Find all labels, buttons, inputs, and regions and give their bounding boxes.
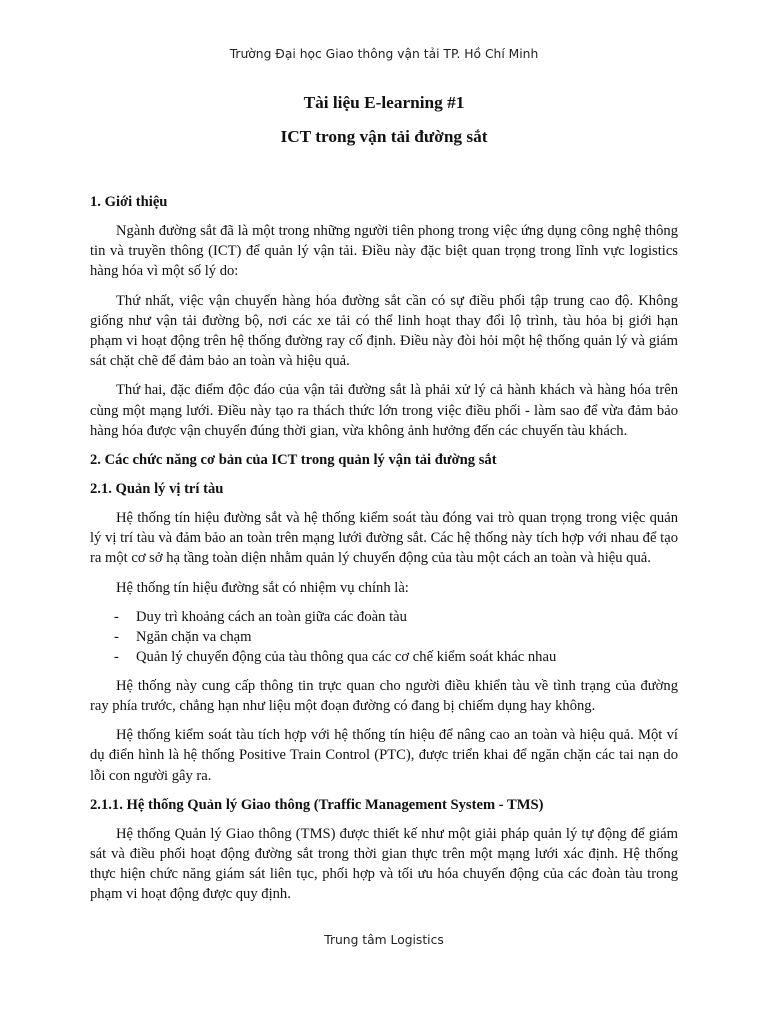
section-2-heading: 2. Các chức năng cơ bản của ICT trong quản lý vận tải đường sắt <box>90 452 497 469</box>
document-title-line1: Tài liệu E-learning #1 <box>303 93 465 112</box>
page-footer: Trung tâm Logistics <box>324 933 444 947</box>
signal-duties-list <box>90 607 678 667</box>
section-2-1-paragraph-2: Hệ thống tín hiệu đường sắt có nhiệm vụ chính là: <box>116 579 409 596</box>
document-body <box>90 92 678 914</box>
section-1-heading: 1. Giới thiệu <box>90 194 168 210</box>
dash-bullet: - <box>114 648 119 665</box>
section-1-paragraph-2: Thứ nhất, việc vận chuyển hàng hóa đường sắt cần có sự điều phối tập trung cao độ. Không giống như vận tải đường bộ, nơi các xe tải có thể linh hoạt thay đổi lộ trình, tàu hỏa bị giới hạn phạm vi hoạt động trên hệ thống đường ray cố định. Điều này đòi hỏi một hệ thống quản lý và giám sát chặt chẽ để đảm bảo an toàn và hiệu quả. <box>90 292 678 370</box>
section-2-1-paragraph-1: Hệ thống tín hiệu đường sắt và hệ thống kiểm soát tàu đóng vai trò quan trọng trong việc quản lý vị trí tàu và đảm bảo an toàn trên mạng lưới đường sắt. Các hệ thống này tích hợp với nhau để tạo ra một cơ sở hạ tầng toàn diện nhằm quản lý chuyển động của tàu một cách an toàn và hiệu quả. <box>90 510 678 567</box>
list-item <box>90 627 678 647</box>
list-item <box>90 607 678 627</box>
dash-bullet: - <box>114 608 119 625</box>
section-2-1-paragraph-3: Hệ thống này cung cấp thông tin trực quan cho người điều khiển tàu về tình trạng của đường ray phía trước, chẳng hạn như liệu một đoạn đường có đang bị chiếm dụng hay không. <box>90 677 678 715</box>
list-item-text: Duy trì khoảng cách an toàn giữa các đoàn tàu <box>136 608 407 625</box>
section-2-1-1-paragraph-1: Hệ thống Quản lý Giao thông (TMS) được thiết kế như một giải pháp quản lý tự động để giám sát và điều phối hoạt động đường sắt trong thời gian thực trên một mạng lưới xác định. Hệ thống thực hiện chức năng giám sát liên tục, phối hợp và tối ưu hóa chuyển động của các đoàn tàu trong phạm vi hoạt động được quy định. <box>90 825 678 903</box>
dash-bullet: - <box>114 628 119 645</box>
section-2-1-paragraph-4: Hệ thống kiểm soát tàu tích hợp với hệ thống tín hiệu để nâng cao an toàn và hiệu quả. Một ví dụ điển hình là hệ thống Positive Train Control (PTC), được triển khai để ngăn chặn các tai nạn do lỗi con người gây ra. <box>90 727 678 784</box>
section-2-1-heading: 2.1. Quản lý vị trí tàu <box>90 481 224 498</box>
section-2-1-1-heading: 2.1.1. Hệ thống Quản lý Giao thông (Traffic Management System - TMS) <box>90 796 544 813</box>
document-title-line2: ICT trong vận tải đường sắt <box>280 127 488 146</box>
list-item-text: Quản lý chuyển động của tàu thông qua các cơ chế kiểm soát khác nhau <box>136 648 557 665</box>
list-item <box>90 647 678 667</box>
section-1-paragraph-3: Thứ hai, đặc điểm độc đáo của vận tải đường sắt là phải xử lý cả hành khách và hàng hóa trên cùng một mạng lưới. Điều này tạo ra thách thức lớn trong việc điều phối - làm sao để vừa đảm bảo hàng hóa được vận chuyển đúng thời gian, vừa không ảnh hưởng đến các chuyến tàu khách. <box>90 382 678 439</box>
page-header: Trường Đại học Giao thông vận tải TP. Hồ Chí Minh <box>229 47 539 61</box>
section-1-paragraph-1: Ngành đường sắt đã là một trong những người tiên phong trong việc ứng dụng công nghệ thông tin và truyền thông (ICT) để quản lý vận tải. Điều này đặc biệt quan trọng trong lĩnh vực logistics hàng hóa vì một số lý do: <box>90 223 678 280</box>
list-item-text: Ngăn chặn va chạm <box>136 628 252 645</box>
